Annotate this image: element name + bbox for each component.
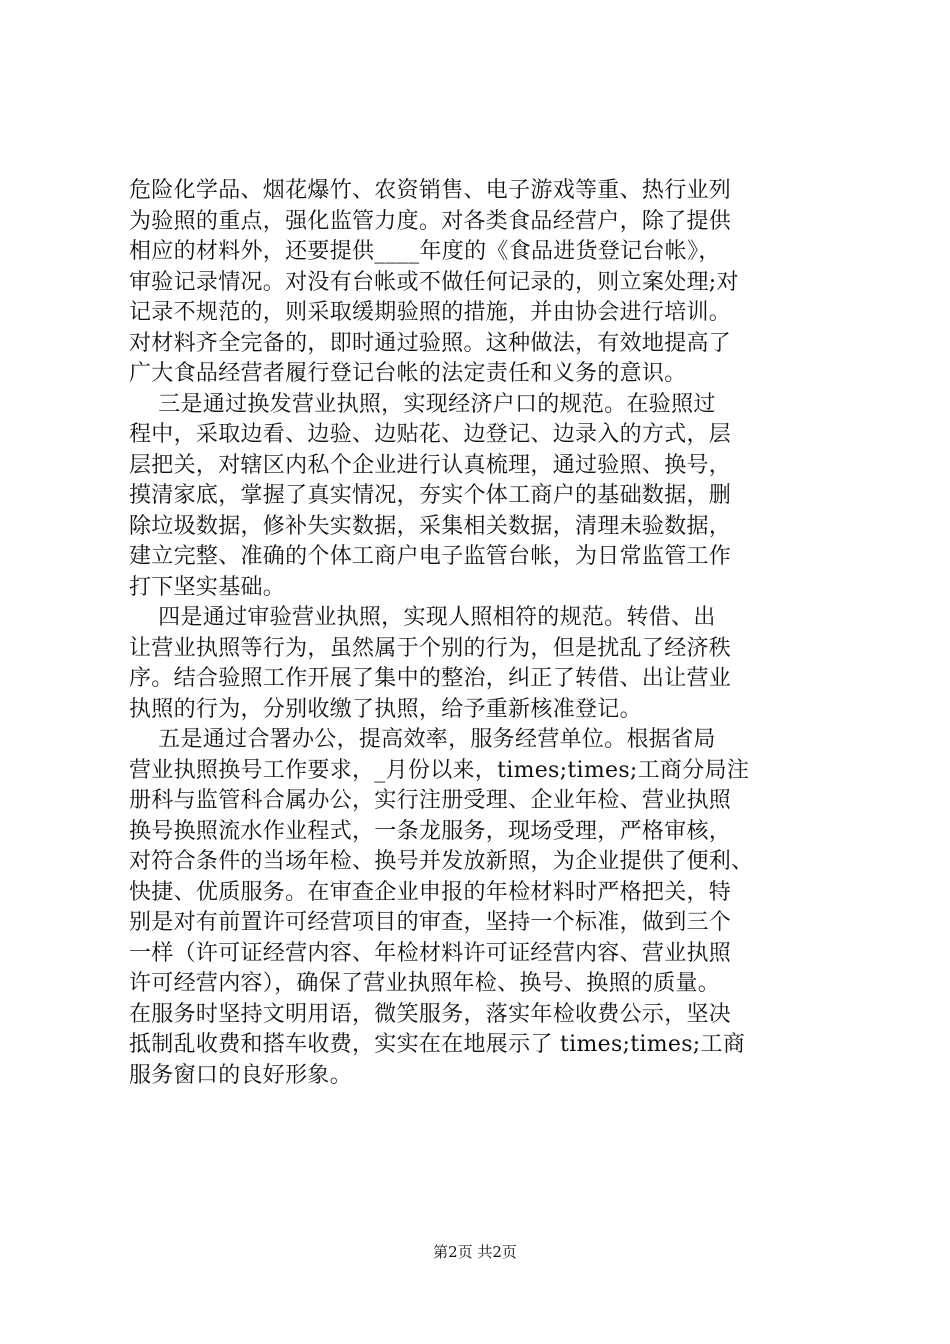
text-line: 审验记录情况。对没有台帐或不做任何记录的，则立案处理;对 [129, 269, 739, 295]
text-line: 为验照的重点，强化监管力度。对各类食品经营户，除了提供 [129, 208, 732, 234]
text-line: 危险化学品、烟花爆竹、农资销售、电子游戏等重、热行业列 [129, 178, 732, 203]
text-line: 一样（许可证经营内容、年检材料许可证经营内容、营业执照 [129, 940, 732, 966]
text-line: 营业执照换号工作要求，_月份以来，times;times;工商分局注 [129, 757, 750, 783]
text-line: 册科与监管科合属办公，实行注册受理、企业年检、营业执照 [129, 788, 732, 813]
text-line: 服务窗口的良好形象。 [129, 1062, 353, 1088]
body-text [129, 176, 829, 1091]
text-line: 记录不规范的，则采取缓期验照的措施，并由协会进行培训。 [129, 300, 732, 325]
page-footer: 第2页 共2页 [433, 1243, 517, 1261]
text-line: 在服务时坚持文明用语，微笑服务，落实年检收费公示，坚决 [129, 1001, 732, 1027]
text-line: 对材料齐全完备的，即时通过验照。这种做法，有效地提高了 [129, 330, 732, 356]
text-line: 许可经营内容），确保了营业执照年检、换号、换照的质量。 [129, 971, 721, 996]
text-line: 四是通过审验营业执照，实现人照相符的规范。转借、出 [129, 605, 716, 630]
text-line: 三是通过换发营业执照，实现经济户口的规范。在验照过 [129, 391, 716, 417]
text-line: 换号换照流水作业程式，一条龙服务，现场受理，严格审核， [129, 818, 732, 844]
text-line: 别是对有前置许可经营项目的审查，坚持一个标准，做到三个 [129, 910, 732, 935]
text-line: 对符合条件的当场年检、换号并发放新照，为企业提供了便利、 [129, 849, 754, 874]
text-line: 除垃圾数据，修补失实数据，采集相关数据，清理未验数据， [129, 513, 732, 539]
text-line: 层把关，对辖区内私个企业进行认真梳理，通过验照、换号， [129, 452, 732, 478]
text-line: 打下坚实基础。 [129, 574, 286, 600]
text-line: 摸清家底，掌握了真实情况，夯实个体工商户的基础数据，删 [129, 483, 732, 508]
text-line: 序。结合验照工作开展了集中的整治，纠正了转借、出让营业 [129, 666, 732, 691]
text-line: 执照的行为，分别收缴了执照，给予重新核准登记。 [129, 696, 642, 722]
text-line: 程中，采取边看、边验、边贴花、边登记、边录入的方式，层 [129, 422, 732, 447]
text-line: 相应的材料外，还要提供____年度的《食品进货登记台帐》， [129, 239, 721, 264]
text-line: 建立完整、准确的个体工商户电子监管台帐，为日常监管工作 [129, 544, 732, 569]
text-line: 快捷、优质服务。在审查企业申报的年检材料时严格把关，特 [129, 879, 732, 905]
text-line: 让营业执照等行为，虽然属于个别的行为，但是扰乱了经济秩 [129, 635, 732, 661]
text-line: 五是通过合署办公，提高效率，服务经营单位。根据省局 [129, 727, 716, 752]
text-line: 广大食品经营者履行登记台帐的法定责任和义务的意识。 [129, 361, 687, 386]
text-line: 抵制乱收费和搭车收费，实实在在地展示了 times;times;工商 [129, 1032, 746, 1057]
